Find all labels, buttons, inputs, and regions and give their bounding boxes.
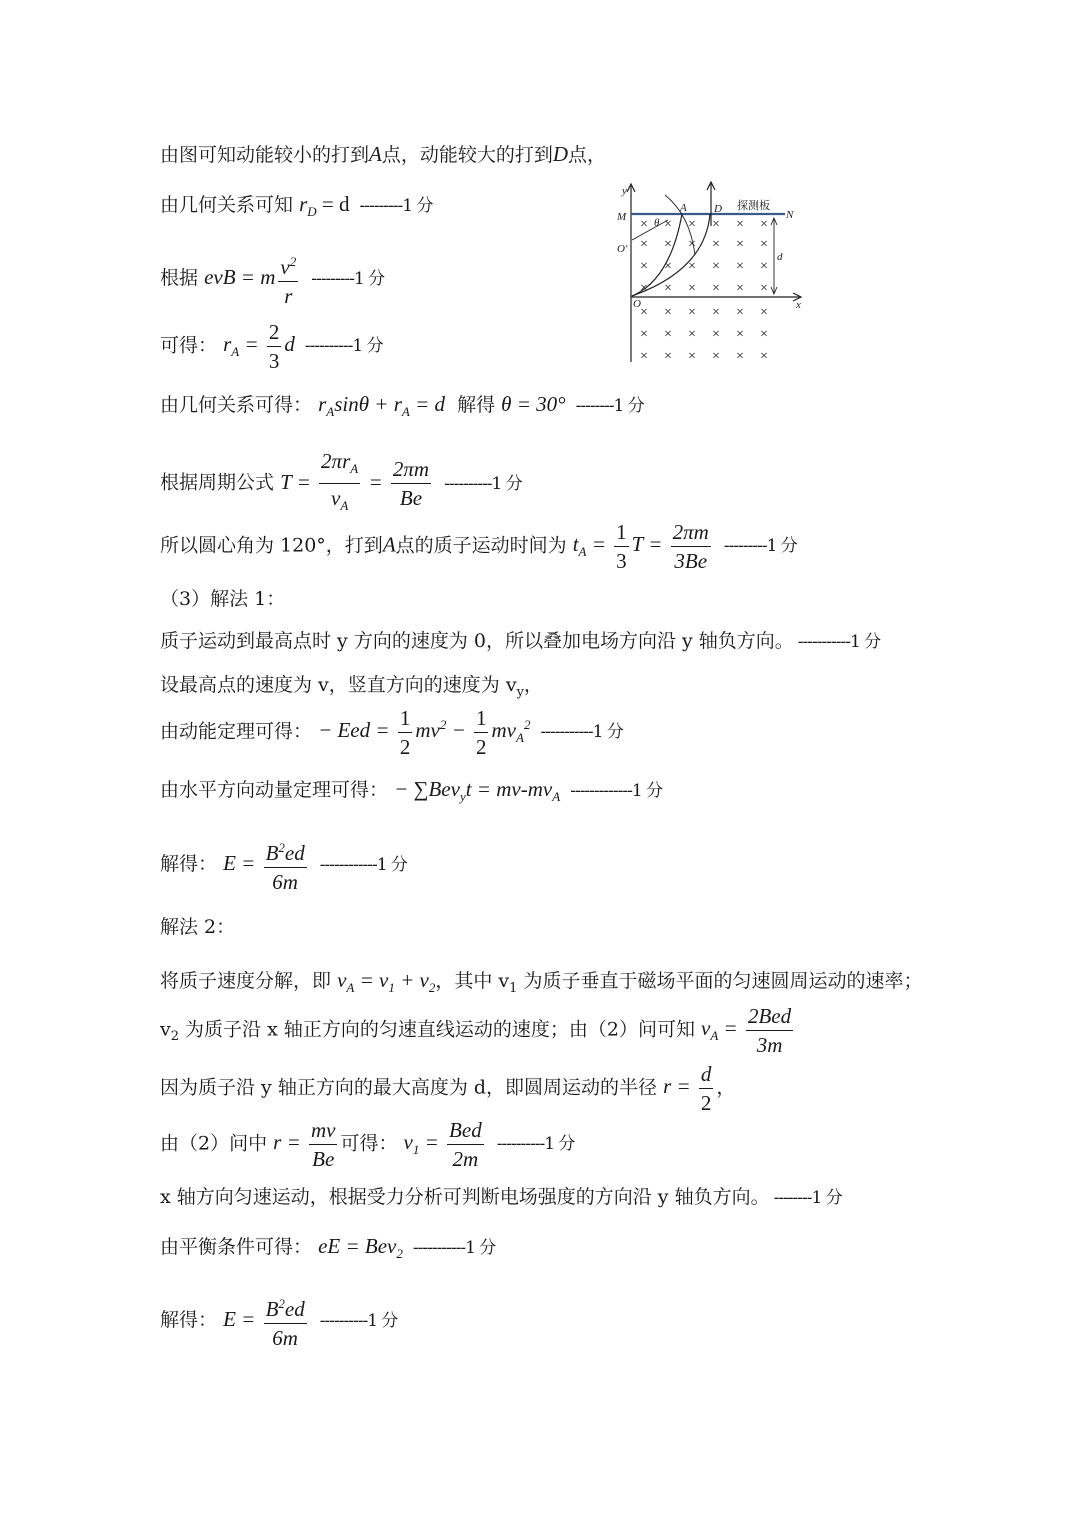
formula-r: r = $\frac{d}{2}$ [663, 1062, 712, 1115]
score: -----------1 分 [797, 632, 881, 652]
field-cross: × [664, 305, 672, 320]
line-14 [160, 912, 235, 939]
field-cross: × [664, 217, 672, 232]
formula-balance: eE = Bev$_2$ [318, 1234, 403, 1262]
formula-time: $t_A$ = $\frac{1}{3}$ T = $\frac{2\pi m}{3Be}$ [572, 520, 709, 573]
score: ----------1 分 [496, 1134, 575, 1155]
text: 为质子沿 x 轴正方向的匀速直线运动的速度；由（2）问可知 [179, 1018, 695, 1041]
score: ----------1 分 [304, 336, 383, 357]
line-11 [160, 704, 623, 761]
text: 解得： [160, 852, 218, 875]
line-8 [160, 584, 285, 611]
field-cross: × [760, 327, 768, 342]
label-a: A [680, 202, 687, 214]
field-cross: × [736, 259, 744, 274]
text: 因为质子沿 y 轴正方向的最大高度为 d，即圆周运动的半径 [160, 1076, 658, 1099]
field-cross: × [736, 281, 744, 296]
text: 设最高点的速度为 v，竖直方向的速度为 v [160, 674, 517, 696]
field-cross: × [736, 327, 744, 342]
label-theta: θ [654, 217, 660, 229]
score: -----------1 分 [540, 722, 623, 743]
text: 所以圆心角为 120°，打到 [160, 534, 383, 557]
field-cross: × [640, 281, 648, 296]
formula-ra: $r_A$ = $\frac{2}{3}$ d [223, 320, 295, 373]
score: ---------1 分 [723, 536, 797, 557]
score: ------------1 分 [319, 854, 407, 875]
score: ----------1 分 [444, 473, 522, 494]
field-cross: × [640, 349, 648, 364]
line-12 [160, 775, 662, 805]
text: 点的质子运动时间为 [395, 534, 567, 557]
text: v [160, 1018, 171, 1041]
line-6 [160, 447, 522, 520]
line-17: 因为质子沿 y 轴正方向的最大高度为 d，即圆周运动的半径 r = $\frac{d}{2}$ ， [160, 1062, 736, 1115]
label-d-point: D [714, 203, 722, 215]
field-cross: × [760, 217, 768, 232]
field-cross: × [664, 281, 672, 296]
formula-energy: − Eed = $\frac{1}{2}$ $mv^2$ − $\frac{1}{2}$ $mv_A^2$ [318, 706, 531, 759]
field-cross: × [736, 217, 744, 232]
field-cross: × [688, 237, 696, 252]
score: -----------1 分 [412, 1238, 496, 1258]
formula-e2: E = $\frac{B^2ed}{6m}$ [223, 1307, 310, 1331]
text: x 轴方向匀速运动，根据受力分析可判断电场强度的方向沿 y 轴负方向。 [160, 1186, 770, 1208]
formula-va: $v_A$ = $\frac{\text{2Bed}}{3m}$ [701, 1004, 792, 1057]
field-cross: × [760, 281, 768, 296]
score: ---------1 分 [359, 196, 433, 216]
text: 由动能定理可得： [160, 720, 313, 743]
line-21 [160, 1290, 397, 1352]
score: ----------1 分 [319, 1310, 398, 1331]
text: 可得： [340, 1132, 398, 1155]
formula-sin: $r_A\sin\theta + r_A = d$ [318, 392, 445, 420]
field-cross: × [712, 237, 720, 252]
line-5 [160, 390, 644, 420]
field-cross: × [712, 327, 720, 342]
radius-line [632, 220, 668, 240]
field-cross: × [736, 237, 744, 252]
field-cross: × [712, 259, 720, 274]
line-15: 将质子速度分解，即 $v_A = v_1 + v_2$，其中 $v_1$ 为质子垂直于磁场平面的匀速圆周运动的速率； [160, 968, 923, 996]
line-1 [160, 140, 606, 167]
line-4 [160, 318, 383, 375]
label-y: y [622, 185, 627, 197]
text: 由几何关系可得： [160, 394, 313, 416]
text: 由水平方向动量定理可得： [160, 779, 389, 801]
field-cross: × [688, 281, 696, 296]
line-2 [160, 190, 432, 220]
line-9 [160, 626, 880, 653]
score: -------------1 分 [570, 781, 663, 801]
label-o-prime: O' [617, 243, 628, 255]
text: 由几何关系可知 [160, 194, 294, 216]
line-13 [160, 834, 407, 896]
field-cross: × [760, 305, 768, 320]
field-cross: × [688, 327, 696, 342]
label-n: N [786, 209, 794, 221]
field-cross: × [688, 349, 696, 364]
field-cross: × [688, 259, 696, 274]
line-7 [160, 518, 797, 575]
text: 为质子垂直于磁场平面的匀速圆周运动的速率； [517, 970, 923, 992]
point-a: A [382, 532, 396, 557]
field-cross: × [664, 327, 672, 342]
field-cross: × [640, 259, 648, 274]
formula-split: $v_A = v_1 + v_2$ [337, 968, 436, 996]
field-cross: × [640, 237, 648, 252]
label-x: x [796, 299, 801, 311]
formula-v1: $v_1$ = $\frac{\text{Bed}}{2m}$ [403, 1118, 482, 1171]
label-m: M [617, 211, 627, 223]
text: 点， [568, 144, 607, 166]
line-10: 设最高点的速度为 v，竖直方向的速度为 $v_y$， [160, 674, 543, 700]
field-cross: × [736, 349, 744, 364]
field-cross: × [712, 217, 720, 232]
label-o: O [633, 298, 641, 310]
magnetic-field-diagram [610, 180, 810, 365]
field-cross: × [664, 259, 672, 274]
text: 点，动能较大的打到 [381, 144, 553, 166]
field-cross: × [736, 305, 744, 320]
field-cross: × [664, 237, 672, 252]
field-cross: × [712, 349, 720, 364]
formula-theta: θ = 30° [501, 392, 566, 416]
field-cross: × [760, 259, 768, 274]
label-d: d [777, 251, 783, 263]
text: 由图可知动能较小的打到 [160, 144, 370, 166]
field-cross: × [760, 349, 768, 364]
point-d: D [552, 142, 569, 166]
field-cross: × [712, 305, 720, 320]
text: 解法 2： [160, 916, 236, 938]
text: 将质子速度分解，即 [160, 970, 332, 992]
field-cross: × [712, 281, 720, 296]
formula-evb: evB = m $\frac{v^2}{r}$ [204, 265, 301, 289]
score: --------1 分 [773, 1188, 842, 1208]
score: ---------1 分 [311, 268, 385, 289]
line-20 [160, 1232, 495, 1262]
field-cross: × [640, 217, 648, 232]
field-cross: × [640, 305, 648, 320]
text: 质子运动到最高点时 y 方向的速度为 0，所以叠加电场方向沿 y 轴负方向。 [160, 630, 794, 652]
text: （3）解法 1： [160, 588, 286, 610]
text: 根据周期公式 [160, 471, 275, 494]
formula-momentum: − $\sum Bev_yt = mv-mv_A$ [394, 777, 561, 805]
field-cross: × [688, 217, 696, 232]
text: 可得： [160, 334, 218, 357]
field-cross: × [688, 305, 696, 320]
text: 解得 [457, 394, 496, 416]
line-3 [160, 248, 384, 310]
text: 解得： [160, 1308, 218, 1331]
score: --------1 分 [575, 396, 644, 416]
field-cross: × [640, 327, 648, 342]
line-18 [160, 1116, 574, 1173]
point-a: A [369, 142, 382, 166]
text: 根据 [160, 266, 199, 289]
line-16: $v_2$ 为质子沿 x 轴正方向的匀速直线运动的速度；由（2）问可知 $v_A$ = $\frac{\text{2Bed}}{3m}$ [160, 1002, 796, 1059]
line-19 [160, 1182, 842, 1209]
label-plate: 探测板 [737, 200, 770, 212]
formula-rd: $r_D = d$ [299, 192, 350, 220]
formula-e1: E = $\frac{B^2ed}{6m}$ [223, 851, 310, 875]
field-cross: × [664, 349, 672, 364]
formula-period: T = $\frac{2\pi r_A}{v_A}$ = $\frac{2\pi m}{Be}$ [280, 449, 430, 514]
text: ，其中 v [435, 970, 510, 992]
text: 由平衡条件可得： [160, 1236, 313, 1258]
formula-r-mv: r = $\frac{mv}{Be}$ [273, 1118, 336, 1171]
field-cross: × [760, 237, 768, 252]
text: 由（2）问中 [160, 1132, 268, 1155]
